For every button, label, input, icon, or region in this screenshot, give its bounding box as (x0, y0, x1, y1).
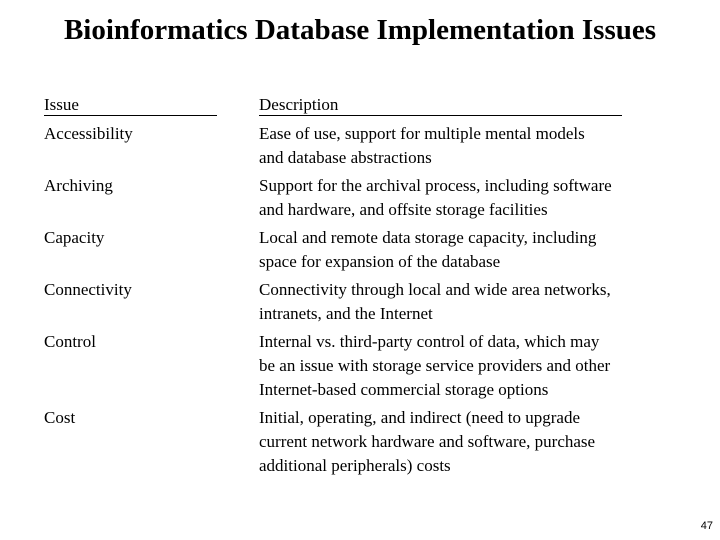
issue-column-header: Issue (44, 93, 217, 116)
slide-number: 47 (700, 520, 713, 532)
slide-title: Bioinformatics Database Implementation Issues (63, 14, 657, 46)
description-line: and database abstractions (259, 148, 432, 167)
description-cell (259, 278, 684, 326)
issue-cell: Connectivity (44, 280, 132, 299)
description-cell (259, 406, 684, 478)
description-line: Connectivity through local and wide area networks, (259, 280, 611, 299)
table-row (44, 122, 684, 170)
table-row (44, 226, 684, 274)
description-cell (259, 330, 684, 402)
description-cell (259, 174, 684, 222)
description-line: intranets, and the Internet (259, 304, 433, 323)
description-line: Internal vs. third-party control of data, which may (259, 332, 600, 351)
table-row (44, 278, 684, 326)
description-line: Initial, operating, and indirect (need to upgrade (259, 408, 580, 427)
description-line: space for expansion of the database (259, 252, 501, 271)
issue-cell: Control (44, 332, 96, 351)
issue-cell: Archiving (44, 176, 113, 195)
description-line: additional peripherals) costs (259, 456, 451, 475)
description-column-header: Description (259, 93, 622, 116)
description-cell (259, 226, 684, 274)
table-row (44, 406, 684, 478)
description-line: Local and remote data storage capacity, including (259, 228, 597, 247)
issue-cell: Cost (44, 408, 76, 427)
description-line: Support for the archival process, including software (259, 176, 612, 195)
issue-cell: Accessibility (44, 124, 133, 143)
table-row (44, 174, 684, 222)
description-line: Internet-based commercial storage options (259, 380, 549, 399)
description-line: Ease of use, support for multiple mental models (259, 124, 585, 143)
issues-table (44, 93, 684, 478)
table-row (44, 330, 684, 402)
description-cell (259, 122, 684, 170)
table-header-row (44, 93, 684, 118)
issue-cell: Capacity (44, 228, 105, 247)
description-line: current network hardware and software, purchase (259, 432, 596, 451)
description-line: be an issue with storage service providers and other (259, 356, 611, 375)
description-line: and hardware, and offsite storage facilities (259, 200, 548, 219)
